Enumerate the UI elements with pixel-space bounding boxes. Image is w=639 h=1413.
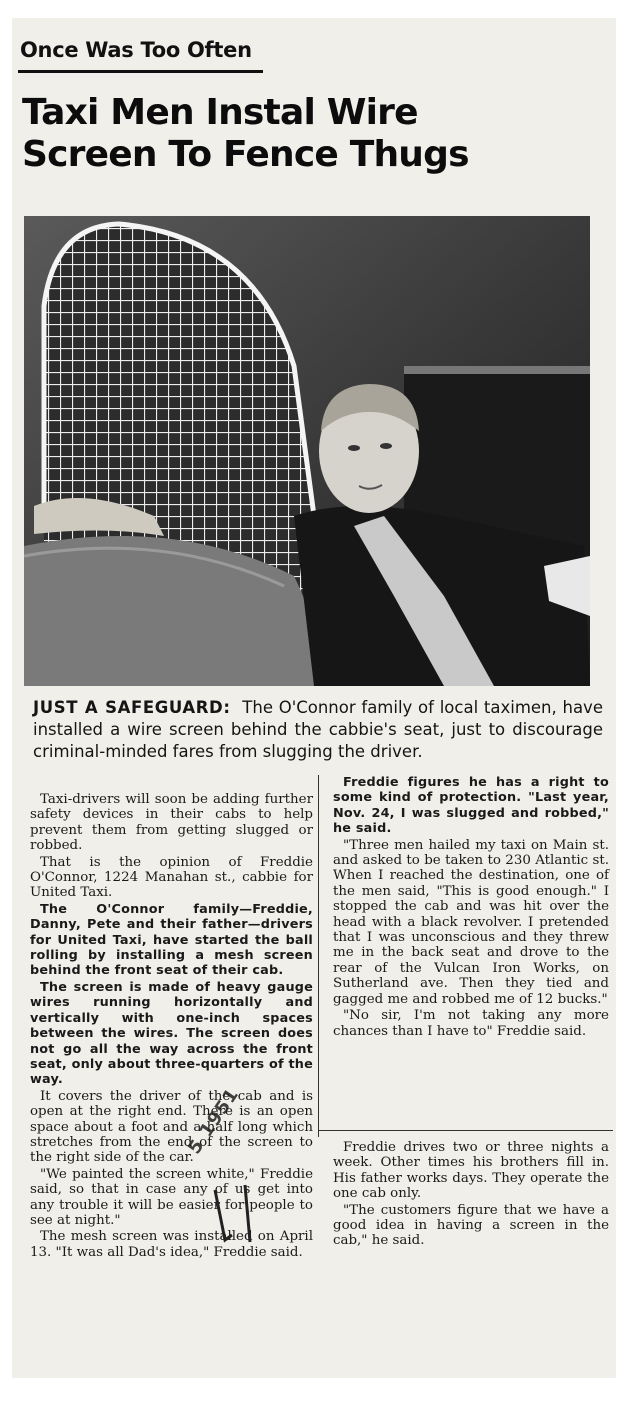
article-right-column-top bbox=[333, 775, 609, 1040]
article-paragraph: "We painted the screen white," Freddie said, so that in case any of us get into any trouble it will be easier for people to see at night." bbox=[30, 1166, 313, 1228]
article-paragraph: It covers the driver of the cab and is open at the right end. There is an open space about a foot and a half long which stretches from the end of the screen to the right side of the car. bbox=[30, 1088, 313, 1166]
handwritten-check-mark bbox=[210, 1180, 270, 1250]
caption-lead: JUST A SAFEGUARD: bbox=[33, 698, 231, 717]
kicker-underline bbox=[18, 70, 263, 73]
article-paragraph: Freddie drives two or three nights a week. Other times his brothers fill in. His father works days. They operate the one cab only. bbox=[333, 1140, 609, 1202]
headline-line-2: Screen To Fence Thugs bbox=[22, 134, 469, 175]
article-paragraph: Freddie figures he has a right to some kind of protection. "Last year, Nov. 24, I was slugged and robbed," he said. bbox=[333, 775, 609, 837]
article-paragraph: That is the opinion of Freddie O'Connor, 1224 Manahan st., cabbie for United Taxi. bbox=[30, 854, 313, 901]
kicker-heading: Once Was Too Often bbox=[20, 38, 252, 62]
article-paragraph: The mesh screen was installed on April 13. "It was all Dad's idea," Freddie said. bbox=[30, 1229, 313, 1260]
news-photo-driver-with-wire-screen bbox=[24, 216, 590, 686]
headline bbox=[22, 92, 602, 176]
date-stamp: 5 1951 bbox=[184, 1084, 244, 1159]
column-divider bbox=[318, 775, 319, 1137]
article-paragraph: "No sir, I'm not taking any more chances than I have to" Freddie said. bbox=[333, 1008, 609, 1039]
article-right-column-bottom bbox=[333, 1140, 609, 1250]
photo-illustration bbox=[24, 216, 590, 686]
article-paragraph: The O'Connor family—Freddie, Danny, Pete and their father—drivers for United Taxi, have started the ball rolling by installing a mesh screen behind the front seat of their cab. bbox=[30, 901, 313, 979]
headline-line-1: Taxi Men Instal Wire bbox=[22, 92, 418, 133]
article-left-column bbox=[30, 792, 313, 1261]
article-paragraph: "The customers figure that we have a good idea in having a screen in the cab," he said. bbox=[333, 1202, 609, 1249]
photo-caption bbox=[33, 697, 603, 763]
section-rule bbox=[318, 1130, 613, 1131]
article-paragraph: Taxi-drivers will soon be adding further safety devices in their cabs to help prevent them from getting slugged or robbed. bbox=[30, 792, 313, 854]
caption-text: The O'Connor family of local taximen, have installed a wire screen behind the cabbie's seat, just to discourage criminal-minded fares from slugging the driver. bbox=[33, 698, 603, 761]
article-paragraph: The screen is made of heavy gauge wires running horizontally and vertically with one-inch spaces between the wires. The screen does not go all the way across the front seat, only about three-quarters of the way. bbox=[30, 979, 313, 1088]
article-paragraph: "Three men hailed my taxi on Main st. and asked to be taken to 230 Atlantic st. When I reached the destination, one of the men said, "This is good enough." I stopped the cab and was hit over the head with a black revolver. I pretended that I was unconscious and they threw me in the back seat and drove to the rear of the Vulcan Iron Works, on Sutherland ave. Then they tied and gagged me and robbed me of 12 bucks." bbox=[333, 837, 609, 1007]
